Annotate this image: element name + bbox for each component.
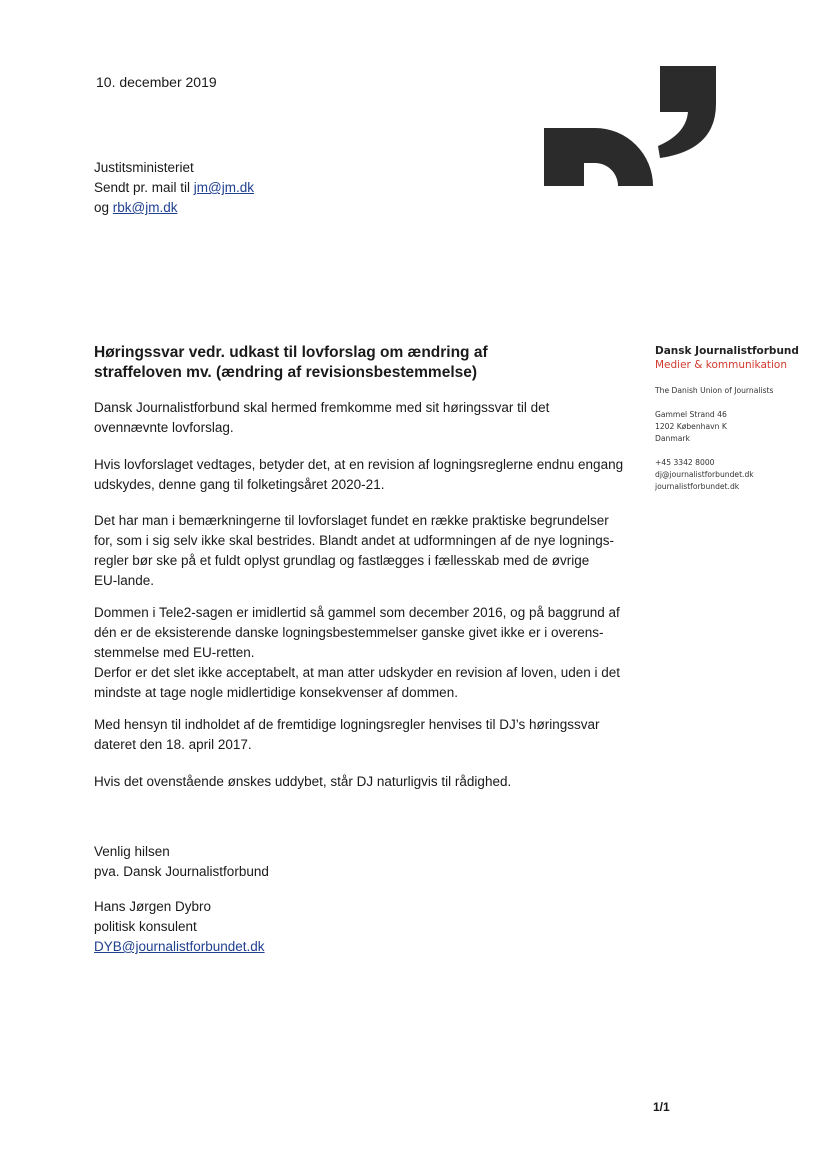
org-website: journalistforbundet.dk bbox=[655, 482, 740, 491]
paragraph-4 bbox=[94, 603, 629, 703]
paragraph-line: for, som i sig selv ikke skal bestrides. Blandt andet at udformningen af de nye lognings- bbox=[94, 533, 615, 548]
heading-line: straffeloven mv. (ændring af revisionsbestemmelse) bbox=[94, 364, 478, 381]
paragraph-line: Med hensyn til indholdet af de fremtidige logningsregler henvises til DJ’s høringssvar bbox=[94, 717, 600, 732]
email-link-jm[interactable]: jm@jm.dk bbox=[193, 180, 254, 195]
paragraph-line: mindste at tage nogle midlertidige konsekvenser af dommen. bbox=[94, 685, 458, 700]
dj-logo-icon bbox=[540, 62, 720, 190]
page-number: 1/1 bbox=[653, 1100, 670, 1114]
paragraph-line: regler bør ske på et fuldt oplyst grundlag og fastlægges i fællesskab med de øvrige bbox=[94, 553, 590, 568]
closing-block bbox=[94, 842, 269, 882]
paragraph-line: ovennævnte lovforslag. bbox=[94, 420, 234, 435]
signer-block bbox=[94, 897, 265, 957]
paragraph-line: Dansk Journalistforbund skal hermed fremkomme med sit høringssvar til det bbox=[94, 400, 550, 415]
org-address bbox=[655, 409, 825, 445]
heading-line: Høringssvar vedr. udkast til lovforslag om ændring af bbox=[94, 344, 488, 361]
org-english-name: The Danish Union of Journalists bbox=[655, 386, 774, 395]
org-email: dj@journalistforbundet.dk bbox=[655, 470, 754, 479]
signer-name: Hans Jørgen Dybro bbox=[94, 899, 212, 914]
closing-greeting: Venlig hilsen bbox=[94, 844, 170, 859]
paragraph-3 bbox=[94, 511, 629, 591]
letter-heading bbox=[94, 343, 614, 383]
paragraph-line: udskydes, denne gang til folketingsåret 2020-21. bbox=[94, 477, 385, 492]
paragraph-2 bbox=[94, 455, 629, 495]
address-line: 1202 København K bbox=[655, 422, 727, 431]
recipient-block bbox=[94, 158, 254, 218]
paragraph-line: dén er de eksisterende danske logningsbestemmelser ganske givet ikke er i overens- bbox=[94, 625, 604, 640]
recipient-name: Justitsministeriet bbox=[94, 160, 194, 175]
org-phone: +45 3342 8000 bbox=[655, 458, 715, 467]
logo-comma-shape bbox=[658, 66, 716, 158]
signer-email-link[interactable]: DYB@journalistforbundet.dk bbox=[94, 939, 265, 954]
address-line: Gammel Strand 46 bbox=[655, 410, 727, 419]
closing-on-behalf: pva. Dansk Journalistforbund bbox=[94, 864, 269, 879]
signer-title: politisk konsulent bbox=[94, 919, 197, 934]
recipient-mail-line: Sendt pr. mail til jm@jm.dk bbox=[94, 180, 254, 195]
paragraph-line: dateret den 18. april 2017. bbox=[94, 737, 252, 752]
paragraph-line: Det har man i bemærkningerne til lovforslaget fundet en række praktiske begrundelser bbox=[94, 513, 609, 528]
org-tagline: Medier & kommunikation bbox=[655, 359, 787, 371]
paragraph-line: Derfor er det slet ikke acceptabelt, at man atter udskyder en revision af loven, uden i det bbox=[94, 665, 621, 680]
email-link-rbk[interactable]: rbk@jm.dk bbox=[112, 200, 178, 215]
paragraph-line: Hvis lovforslaget vedtages, betyder det, at en revision af logningsreglerne endnu engang bbox=[94, 457, 624, 472]
paragraph-6 bbox=[94, 772, 629, 792]
paragraph-line: stemmelse med EU-retten. bbox=[94, 645, 255, 660]
paragraph-line: EU-lande. bbox=[94, 573, 155, 588]
paragraph-line: Dommen i Tele2-sagen er imidlertid så gammel som december 2016, og på baggrund af bbox=[94, 605, 620, 620]
logo-d-shape bbox=[544, 128, 653, 186]
recipient-mail-line-2: og rbk@jm.dk bbox=[94, 200, 178, 215]
paragraph-5 bbox=[94, 715, 629, 755]
paragraph-1 bbox=[94, 398, 629, 438]
paragraph-line: Hvis det ovenstående ønskes uddybet, står DJ naturligvis til rådighed. bbox=[94, 774, 512, 789]
letterhead-sidebar bbox=[655, 345, 825, 493]
letter-date: 10. december 2019 bbox=[96, 74, 217, 90]
org-name: Dansk Journalistforbund bbox=[655, 345, 799, 357]
address-line: Danmark bbox=[655, 434, 690, 443]
org-contact bbox=[655, 457, 825, 493]
